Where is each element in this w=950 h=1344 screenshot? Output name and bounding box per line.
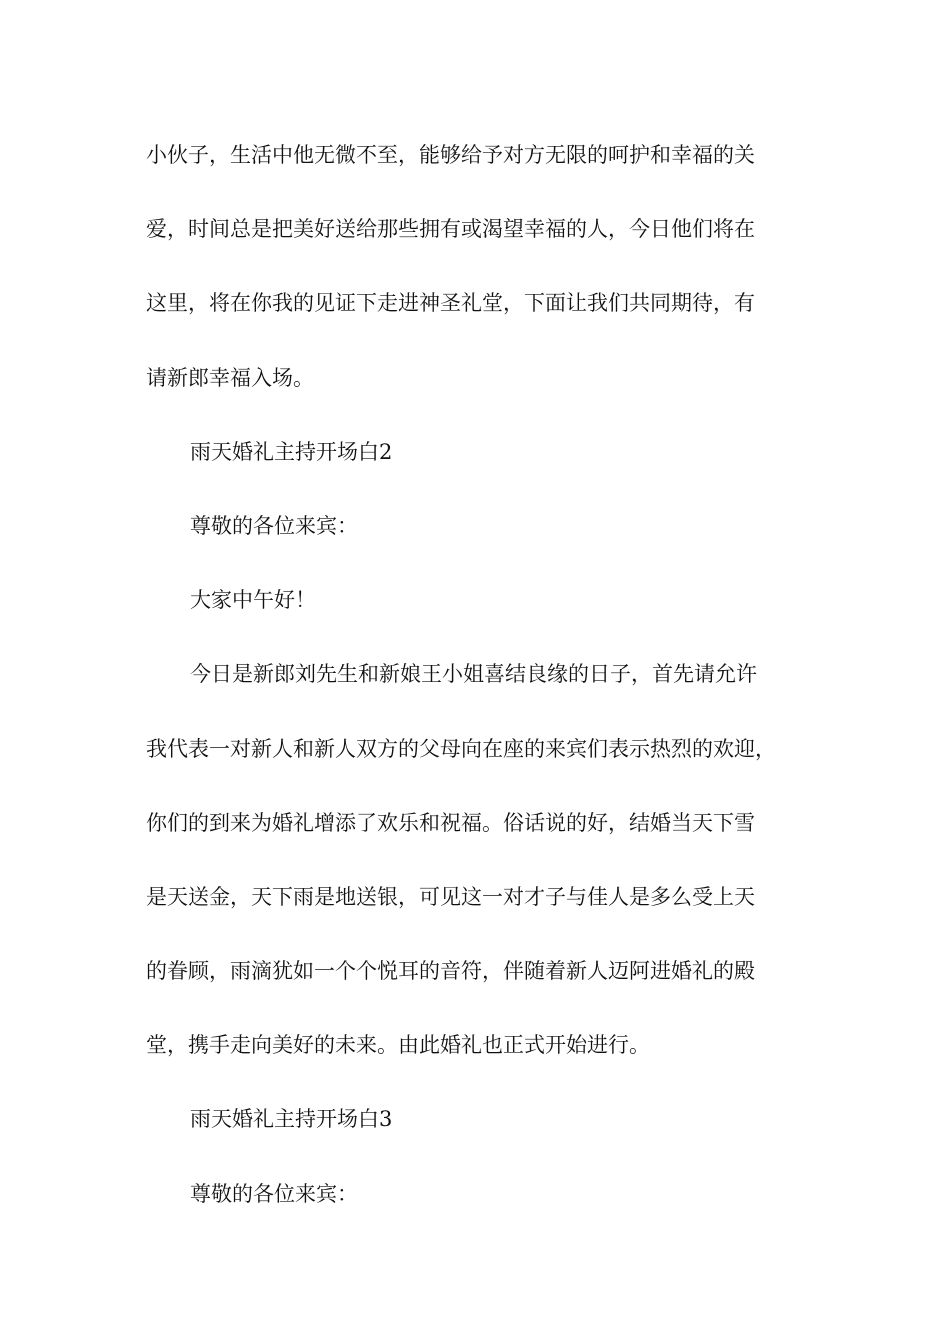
greeting: 大家中午好！: [190, 588, 316, 613]
salutation: 尊敬的各位来宾：: [190, 513, 358, 538]
paragraph-line: 爱，时间总是把美好送给那些拥有或渴望幸福的人，今日他们将在: [146, 217, 755, 242]
paragraph-line: 的眷顾，雨滴犹如一个个悦耳的音符，伴随着新人迈阿进婚礼的殿: [146, 959, 755, 984]
paragraph-line: 请新郎幸福入场。: [146, 365, 314, 390]
paragraph-line: 小伙子，生活中他无微不至，能够给予对方无限的呵护和幸福的关: [146, 143, 755, 167]
paragraph-line: 你们的到来为婚礼增添了欢乐和祝福。俗话说的好，结婚当天下雪: [146, 810, 755, 835]
paragraph-line: 这里，将在你我的见证下走进神圣礼堂，下面让我们共同期待，有: [146, 291, 755, 316]
section-heading: 雨天婚礼主持开场白3: [190, 1107, 393, 1132]
salutation: 尊敬的各位来宾：: [190, 1181, 358, 1206]
document-body: [146, 130, 836, 1243]
section-heading: 雨天婚礼主持开场白2: [190, 439, 393, 464]
paragraph-line: 堂，携手走向美好的未来。由此婚礼也正式开始进行。: [146, 1033, 650, 1058]
paragraph-line: 是天送金，天下雨是地送银，可见这一对才子与佳人是多么受上天: [146, 884, 755, 909]
paragraph-line: 我代表一对新人和新人双方的父母向在座的来宾们表示热烈的欢迎，: [146, 736, 776, 761]
paragraph-line: 今日是新郎刘先生和新娘王小姐喜结良缘的日子，首先请允许: [190, 662, 757, 687]
